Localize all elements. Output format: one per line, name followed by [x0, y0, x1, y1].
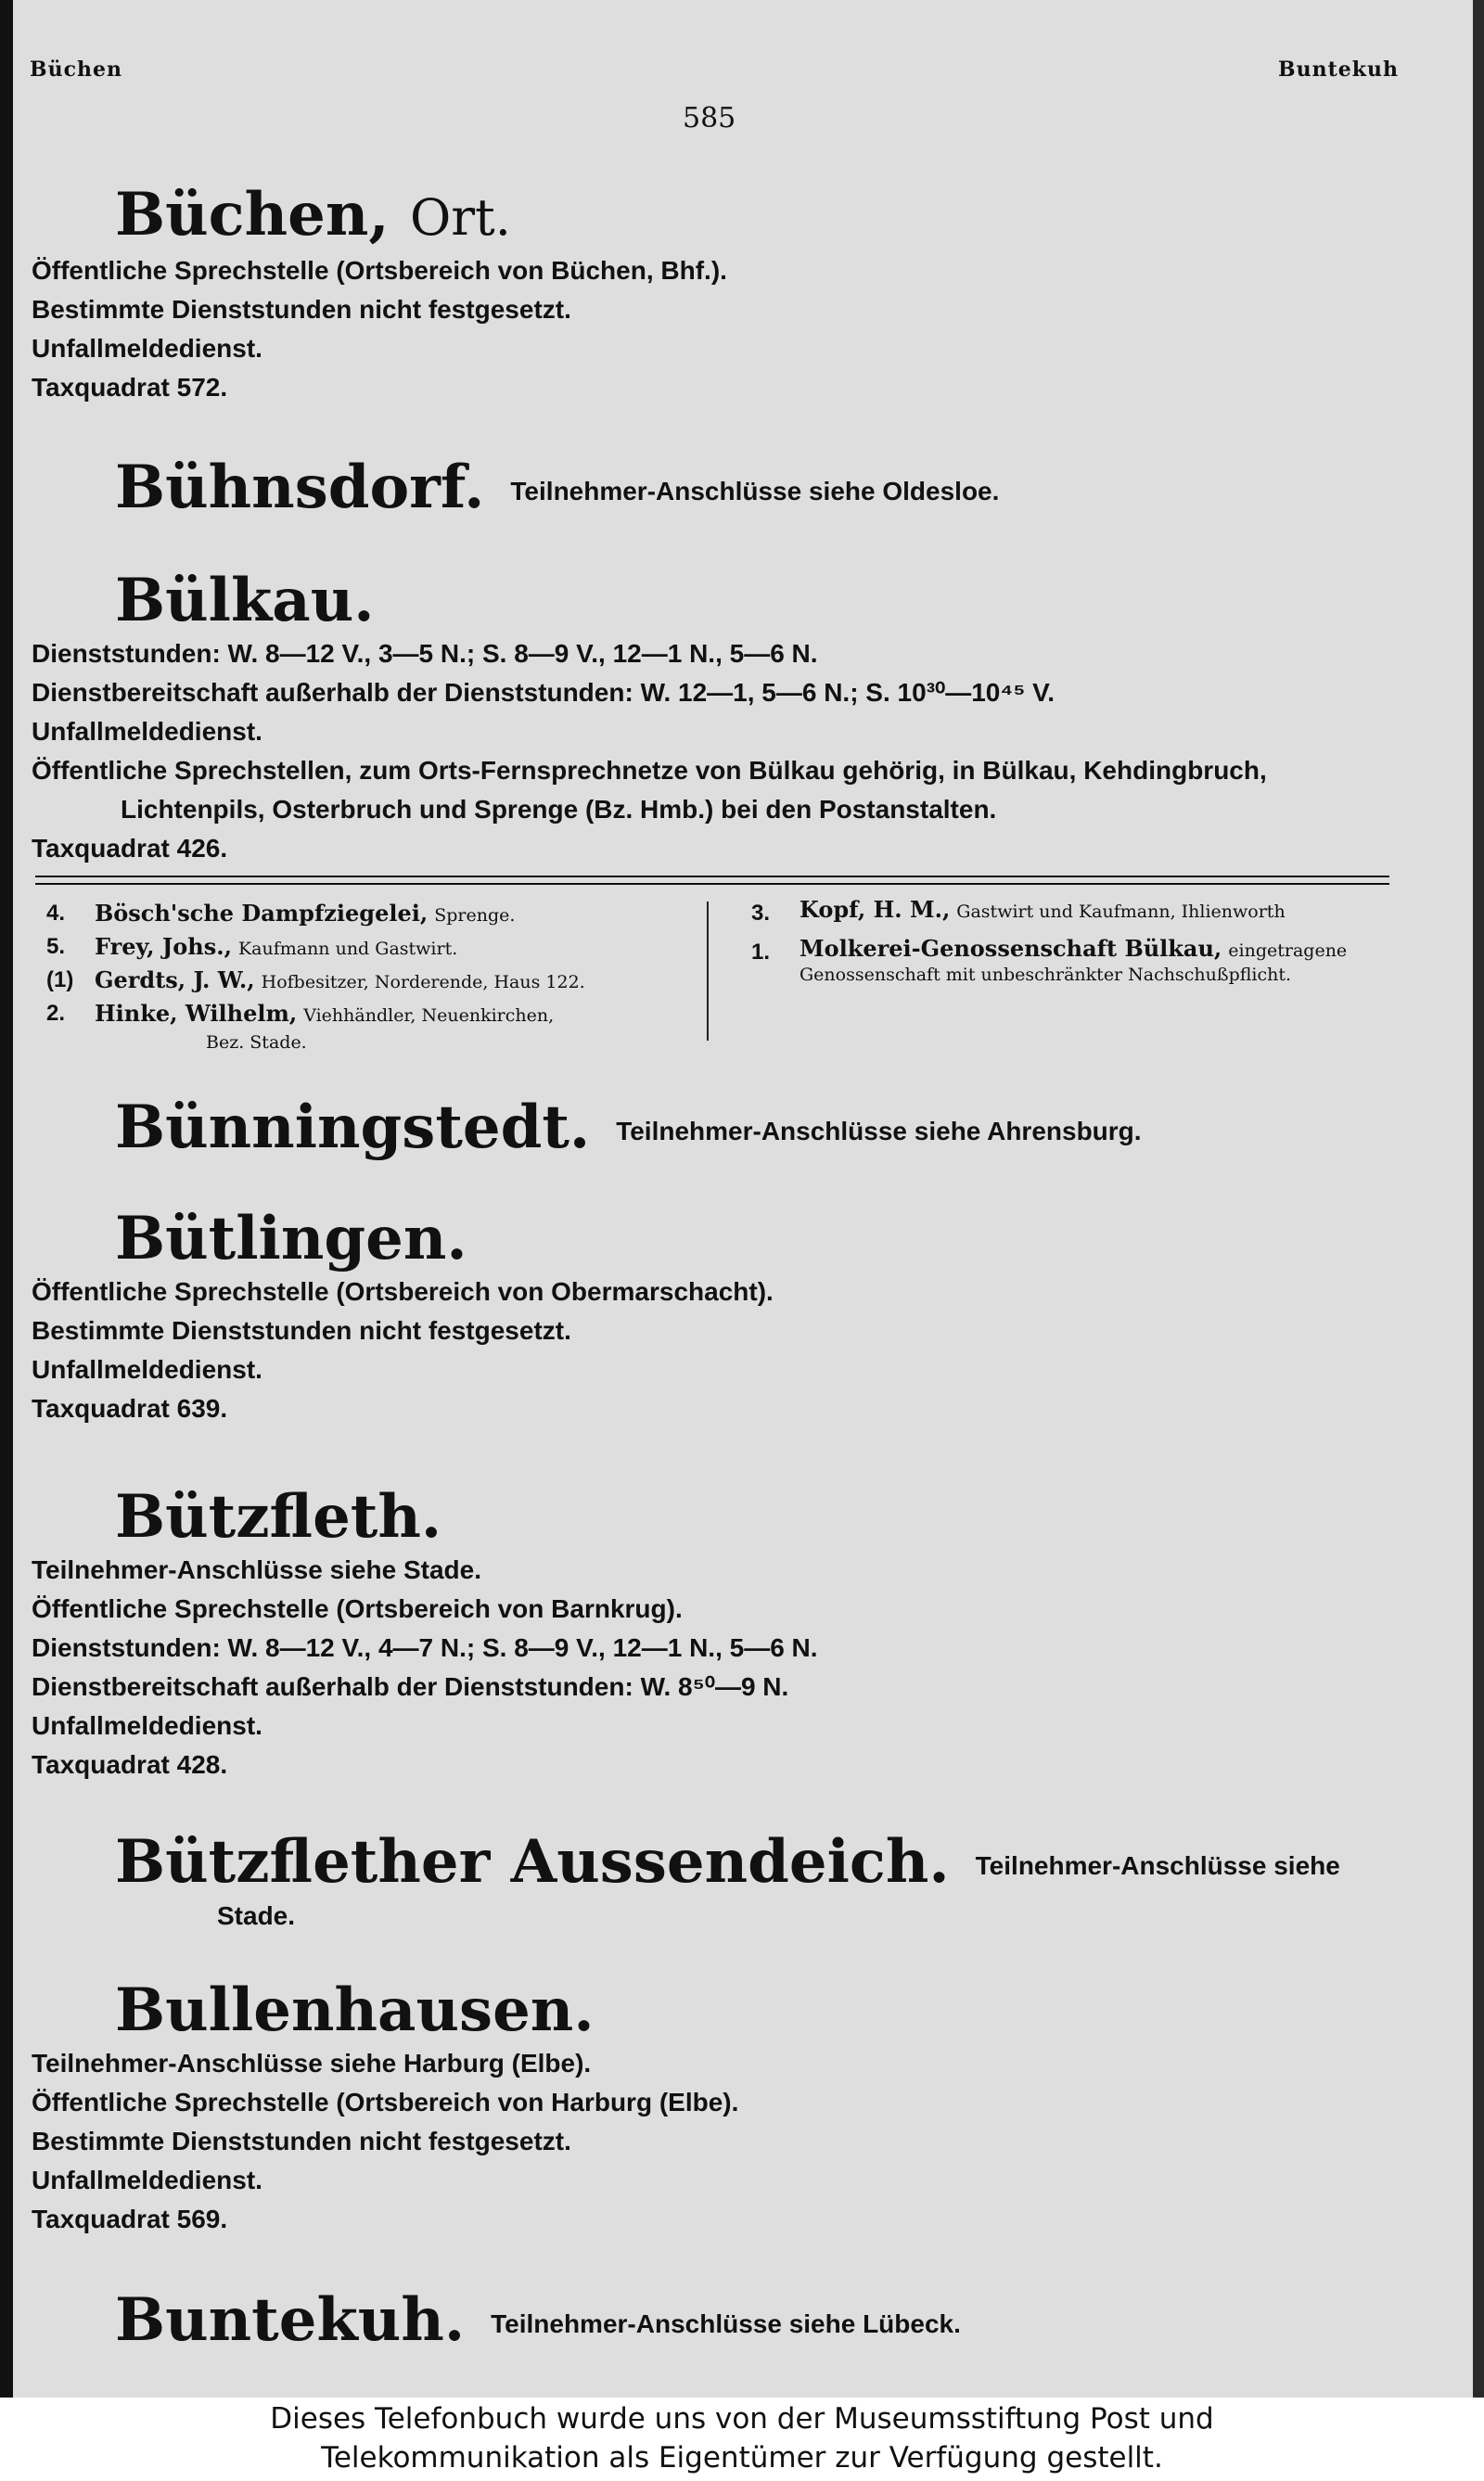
- entry-line: Unfallmeldedienst.: [32, 1711, 262, 1740]
- subscriber-number: 5.: [46, 934, 66, 959]
- book-spine-shadow: [0, 0, 13, 2398]
- entry-cross-reference: Teilnehmer-Anschlüsse siehe Lübeck.: [491, 2309, 961, 2338]
- entry-line: Öffentliche Sprechstelle (Ortsbereich von Harburg (Elbe).: [32, 2088, 739, 2117]
- entry-buenningstedt: [32, 1094, 1382, 1165]
- subscriber-name: Bösch'sche Dampfziegelei,: [95, 900, 429, 927]
- entry-line: Dienststunden: W. 8—12 V., 3—5 N.; S. 8—9 V., 12—1 N., 5—6 N.: [32, 639, 818, 668]
- entry-title: Bütlingen.: [115, 1204, 467, 1273]
- entry-title: Bützflether Aussendeich. Teilnehmer-Anschlüsse siehe Stade.: [115, 1829, 1382, 1933]
- entry-line: Unfallmeldedienst.: [32, 2166, 262, 2194]
- entry-line: Öffentliche Sprechstelle (Ortsbereich von Obermarschacht).: [32, 1277, 774, 1306]
- entry-line: Taxquadrat 428.: [32, 1750, 228, 1779]
- section-divider: [35, 876, 1389, 877]
- entry-title-suffix: Ort.: [409, 188, 511, 247]
- entry-line: Öffentliche Sprechstellen, zum Orts-Fernsprechnetze von Bülkau gehörig, in Bülkau, Kehdingbruch,: [32, 756, 1267, 785]
- subscriber-description: Sprenge.: [434, 905, 516, 926]
- entry-title: Bühnsdorf. Teilnehmer-Anschlüsse siehe Oldesloe.: [115, 453, 1000, 522]
- entry-title: Bullenhausen.: [115, 1976, 595, 2045]
- entry-line: Dienststunden: W. 8—12 V., 4—7 N.; S. 8—9 V., 12—1 N., 5—6 N.: [32, 1633, 818, 1662]
- entry-buetzfleth: [32, 1484, 1382, 1784]
- subscriber-name: Gerdts, J. W.,: [95, 966, 255, 993]
- subscriber-row: [751, 898, 1401, 929]
- subscriber-row: [46, 965, 696, 998]
- subscriber-name: Kopf, H. M.,: [800, 896, 951, 923]
- subscriber-description: Kaufmann und Gastwirt.: [237, 939, 458, 959]
- entry-cross-reference-continued: Stade.: [217, 1901, 296, 1930]
- entry-title: Buntekuh. Teilnehmer-Anschlüsse siehe Lübeck.: [115, 2285, 961, 2355]
- page-number: 585: [683, 102, 736, 134]
- subscriber-description: Viehhändler, Neuenkirchen,: [303, 1005, 555, 1026]
- entry-bullenhausen: [32, 1977, 1382, 2239]
- entry-line: Taxquadrat 572.: [32, 373, 228, 402]
- running-header-left: Büchen: [30, 58, 122, 82]
- entry-line: Taxquadrat 569.: [32, 2205, 228, 2233]
- section-divider: [35, 883, 1389, 885]
- subscriber-number: 1.: [751, 940, 771, 965]
- subscriber-number: (1): [46, 967, 74, 992]
- subscriber-number: 2.: [46, 1001, 66, 1026]
- subscriber-row: [46, 931, 696, 965]
- subscriber-row: [46, 898, 696, 931]
- running-header-right: Buntekuh: [1278, 58, 1399, 82]
- entry-line: Bestimmte Dienststunden nicht festgesetzt.: [32, 1316, 571, 1345]
- entry-cross-reference: Teilnehmer-Anschlüsse siehe Oldesloe.: [510, 477, 1000, 505]
- subscriber-name: Molkerei-Genossenschaft Bülkau,: [800, 935, 1222, 962]
- entry-line: Teilnehmer-Anschlüsse siehe Harburg (Elbe).: [32, 2049, 592, 2078]
- entry-line: Bestimmte Dienststunden nicht festgesetzt.: [32, 2127, 571, 2155]
- subscriber-number: 3.: [751, 901, 771, 926]
- entry-title: Büchen, Ort.: [115, 180, 511, 249]
- attribution-line: Dieses Telefonbuch wurde uns von der Museumsstiftung Post und: [270, 2402, 1214, 2436]
- entry-buelkau: [32, 568, 1382, 868]
- entry-line: Unfallmeldedienst.: [32, 1355, 262, 1384]
- subscriber-name: Frey, Johs.,: [95, 933, 232, 960]
- entry-buetlingen: [32, 1206, 1382, 1428]
- subscriber-row: [751, 937, 1401, 987]
- subscriber-table: [46, 898, 1391, 1055]
- subscriber-column-left: [46, 898, 696, 1054]
- subscriber-number: 4.: [46, 901, 66, 926]
- entry-buechen: [32, 182, 1382, 407]
- subscriber-name: Hinke, Wilhelm,: [95, 1000, 298, 1027]
- entry-cross-reference: Teilnehmer-Anschlüsse siehe: [975, 1851, 1340, 1880]
- entry-cross-reference: Teilnehmer-Anschlüsse siehe Ahrensburg.: [616, 1117, 1142, 1145]
- attribution-footer: [0, 2398, 1484, 2481]
- entry-title: Bützfleth.: [115, 1482, 442, 1552]
- subscriber-description: Hofbesitzer, Norderende, Haus 122.: [261, 972, 585, 992]
- entry-title: Bünningstedt. Teilnehmer-Anschlüsse siehe Ahrensburg.: [115, 1093, 1142, 1162]
- entry-line: Lichtenpils, Osterbruch und Sprenge (Bz. Hmb.) bei den Postanstalten.: [121, 795, 997, 824]
- subscriber-description-continued: Bez. Stade.: [206, 1032, 307, 1053]
- entry-line: Taxquadrat 426.: [32, 834, 228, 863]
- entry-buntekuh: [32, 2287, 1382, 2358]
- entry-line: Öffentliche Sprechstelle (Ortsbereich von Barnkrug).: [32, 1594, 683, 1623]
- entry-line: Unfallmeldedienst.: [32, 334, 262, 363]
- entry-line: Öffentliche Sprechstelle (Ortsbereich von Büchen, Bhf.).: [32, 256, 727, 285]
- entry-line: Bestimmte Dienststunden nicht festgesetzt.: [32, 295, 571, 324]
- subscriber-row: [46, 998, 696, 1054]
- entry-buehnsdorf: [32, 454, 1382, 525]
- entry-line: Dienstbereitschaft außerhalb der Dienststunden: W. 12—1, 5—6 N.; S. 10³⁰—10⁴⁵ V.: [32, 678, 1055, 707]
- attribution-line: Telekommunikation als Eigentümer zur Verfügung gestellt.: [321, 2441, 1163, 2475]
- entry-line: Taxquadrat 639.: [32, 1394, 228, 1423]
- column-divider: [707, 902, 709, 1041]
- subscriber-column-right: [751, 898, 1401, 987]
- entry-buetzflether-aussendeich: [32, 1829, 1382, 1933]
- entry-line: Teilnehmer-Anschlüsse siehe Stade.: [32, 1555, 481, 1584]
- subscriber-description: Gastwirt und Kaufmann, Ihlienworth: [956, 902, 1286, 922]
- subscriber-description: eingetragene Genossenschaft mit unbeschränkter Nachschußpflicht.: [800, 940, 1348, 985]
- entry-line: Dienstbereitschaft außerhalb der Dienststunden: W. 8⁵⁰—9 N.: [32, 1672, 789, 1701]
- entry-title: Bülkau.: [115, 566, 375, 635]
- entry-line: Unfallmeldedienst.: [32, 717, 262, 746]
- page-edge-shadow: [1473, 0, 1484, 2398]
